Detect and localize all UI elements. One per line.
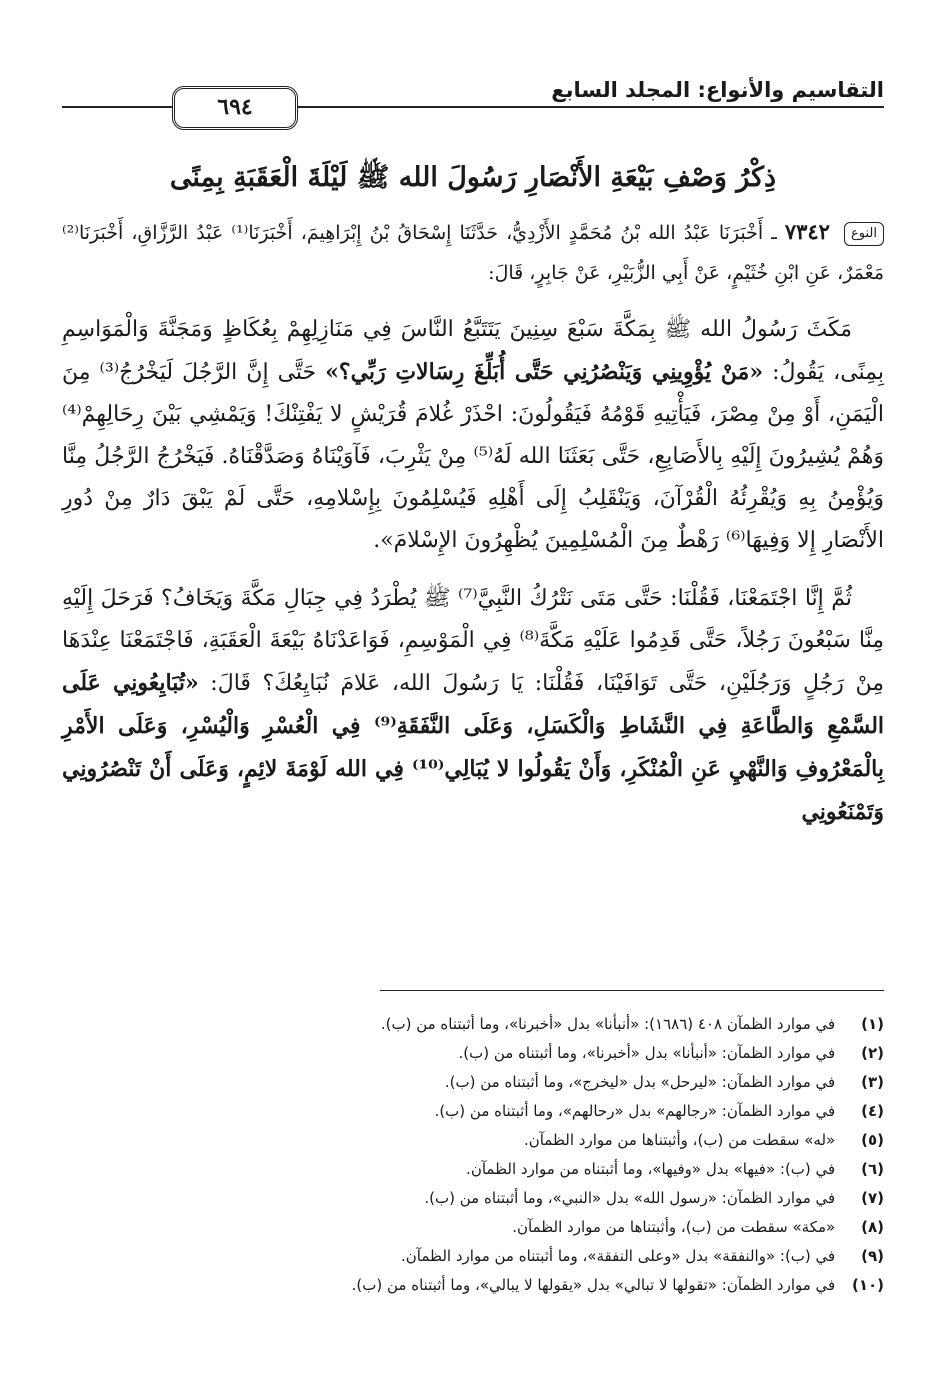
footnote xyxy=(62,1155,884,1184)
paragraph-1-text-a: مَكَثَ رَسُولُ الله ﷺ بِمَكَّةَ سَبْعَ سِنِينَ يَتَتَبَّعُ النَّاسَ فِي مَنَازِلِهِمْ بِعُكَاظٍ وَمَجَنَّةَ وَالْمَوَاسِمِ بِمِنًى، يَقُولُ: xyxy=(62,317,885,385)
footnote-text: «مكة» سقطت من (ب)، وأثبتناها من موارد الظمآن. xyxy=(512,1218,836,1236)
paragraph-2 xyxy=(62,578,884,834)
paragraph-2-text-a: ثُمَّ إِنَّا اجْتَمَعْنَا، فَقُلْنَا: حَتَّى مَتَى نَتْرُكُ النَّبِيَّ⁽⁷⁾ ﷺ يُطْرَدُ فِي جِبَالِ مَكَّةَ وَيَخَافُ؟ فَرَحَلَ إِلَيْهِ مِنَّا سَبْعُونَ رَجُلاً، حَتَّى قَدِمُوا عَلَيْهِ مَكَّةَ⁽⁸⁾ فِي الْمَوْسِمِ، فَوَاعَدْنَاهُ بَيْعَةَ الْعَقَبَةِ، فَاجْتَمَعْنَا عِنْدَهَا مِنْ رَجُلٍ وَرَجُلَيْنِ، حَتَّى تَوَافَيْنَا، فَقُلْنَا: يَا رَسُولَ الله، عَلامَ نُبَايِعُكَ؟ قَالَ: xyxy=(62,586,885,696)
footnote xyxy=(62,1242,884,1271)
page-number-box: ٦٩٤ xyxy=(172,86,298,130)
hadith-number: ٧٣٤٢ xyxy=(784,219,830,244)
footnote-text: في موارد الظمآن: «ليرحل» بدل «ليخرج»، وما أثبتناه من (ب). xyxy=(444,1073,836,1091)
footnote-text: في (ب): «فيها» بدل «وفيها»، وما أثبتناه من موارد الظمآن. xyxy=(466,1160,836,1178)
footnote-text: «له» سقطت من (ب)، وأثبتناها من موارد الظمآن. xyxy=(523,1131,836,1149)
paragraph-1-text-b: حَتَّى إِنَّ الرَّجُلَ لَيَخْرُجُ⁽³⁾ مِنَ الْيَمَنِ، أَوْ مِنْ مِصْرَ، فَيَأْتِيهِ قَوْمُهُ فَيَقُولُونَ: احْذَرْ غُلامَ قُرَيْشٍ لا يَفْتِنْكَ! وَيَمْشِي بَيْنَ رِحَالِهِمْ⁽⁴⁾ وَهُمْ يُشِيرُونَ إِلَيْهِ بِالأَصَابِعِ، حَتَّى بَعَثَنَا الله لَهُ⁽⁵⁾ مِنْ يَثْرِبَ، فَآوَيْنَاهُ وَصَدَّقْنَاهُ. فَيَخْرُجُ الرَّجُلُ مِنَّا وَيُؤْمِنُ بِهِ وَيُقْرِئُهُ الْقُرْآنَ، وَيَنْقَلِبُ إِلَى أَهْلِهِ فَيُسْلِمُونَ بِإِسْلامِهِ، حَتَّى لَمْ يَبْقَ دَارٌ مِنْ دُورِ الأَنْصَارِ إِلا وَفِيهَا⁽⁶⁾ رَهْطٌ مِنَ الْمُسْلِمِينَ يُظْهِرُونَ الإِسْلامَ». xyxy=(62,360,884,553)
footnote xyxy=(62,1010,884,1039)
footnote-rule xyxy=(380,990,884,991)
footnote-number: (٥) xyxy=(861,1131,884,1149)
footnote-text: في موارد الظمآن: «رجالهم» بدل «رحالهم»، وما أثبتناه من (ب). xyxy=(434,1102,836,1120)
hadith-intro xyxy=(62,212,884,293)
footnote-number: (٩) xyxy=(861,1247,884,1265)
footnote xyxy=(62,1097,884,1126)
paragraph-2-quote: «تُبَايِعُونِي عَلَى السَّمْعِ وَالطَّاعَةِ فِي النَّشَاطِ وَالْكَسَلِ، وَعَلَى النَّفَقَةِ⁽⁹⁾ فِي الْعُسْرِ وَالْيُسْرِ، وَعَلَى الأَمْرِ بِالْمَعْرُوفِ وَالنَّهْيِ عَنِ الْمُنْكَرِ، وَأَنْ يَقُولُوا لا يُبَالِي⁽¹⁰⁾ فِي الله لَوْمَةَ لائِمٍ، وَعَلَى أَنْ تَنْصُرُونِي وَتَمْنَعُونِي xyxy=(62,670,885,825)
footnote-number: (١) xyxy=(861,1015,884,1033)
footnote-text: في موارد الظمآن ٤٠٨ (١٦٨٦): «أنبأنا» بدل «أخبرنا»، وما أثبتناه من (ب). xyxy=(380,1015,836,1033)
type-badge: النوع xyxy=(844,222,884,246)
main-text xyxy=(62,212,884,834)
running-title: التقاسيم والأنواع: المجلد السابع xyxy=(551,78,884,102)
footnote xyxy=(62,1213,884,1242)
footnote-number: (٧) xyxy=(861,1189,884,1207)
footnote xyxy=(62,1184,884,1213)
footnote-number: (٤) xyxy=(861,1102,884,1120)
footnote xyxy=(62,1271,884,1300)
paragraph-1-quote: «مَنْ يُؤْوِينِي وَيَنْصُرُنِي حَتَّى أُبَلِّغَ رِسَالاتِ رَبِّي؟» xyxy=(325,359,764,385)
footnote xyxy=(62,1068,884,1097)
footnote xyxy=(62,1126,884,1155)
footnote-number: (٨) xyxy=(861,1218,884,1236)
footnote-number: (٣) xyxy=(861,1073,884,1091)
footnote-number: (٦) xyxy=(861,1160,884,1178)
paragraph-1 xyxy=(62,309,884,562)
footnote-number: (١٠) xyxy=(851,1276,884,1294)
section-heading: ذِكْرُ وَصْفِ بَيْعَةِ الأَنْصَارِ رَسُولَ الله ﷺ لَيْلَةَ الْعَقَبَةِ بِمِنًى xyxy=(169,162,777,193)
footnotes xyxy=(62,1010,884,1300)
page-header xyxy=(62,72,884,126)
footnote-text: في موارد الظمآن: «أنبأنا» بدل «أخبرنا»، وما أثبتناه من (ب). xyxy=(458,1044,836,1062)
footnote xyxy=(62,1039,884,1068)
footnote-text: في موارد الظمآن: «تقولها لا تبالي» بدل «يقولها لا يبالي»، وما أثبتناه من (ب). xyxy=(351,1276,836,1294)
isnad-text: ـ أَخْبَرَنَا عَبْدُ الله بْنُ مُحَمَّدٍ الأَزْدِيُّ، حَدَّثَنَا إِسْحَاقُ بْنُ إِبْرَاهِيمَ، أَخْبَرَنَا⁽¹⁾ عَبْدُ الرَّزَّاقِ، أَخْبَرَنَا⁽²⁾ مَعْمَرٌ، عَنِ ابْنِ خُثَيْمٍ، عَنْ أَبِي الزُّبَيْرِ، عَنْ جَابِرٍ، قَالَ: xyxy=(62,222,884,284)
footnote-text: في موارد الظمآن: «رسول الله» بدل «النبي»، وما أثبتناه من (ب). xyxy=(424,1189,836,1207)
footnote-number: (٢) xyxy=(861,1044,884,1062)
footnote-text: في (ب): «والنفقة» بدل «وعلى النفقة»، وما أثبتناه من موارد الظمآن. xyxy=(401,1247,836,1265)
